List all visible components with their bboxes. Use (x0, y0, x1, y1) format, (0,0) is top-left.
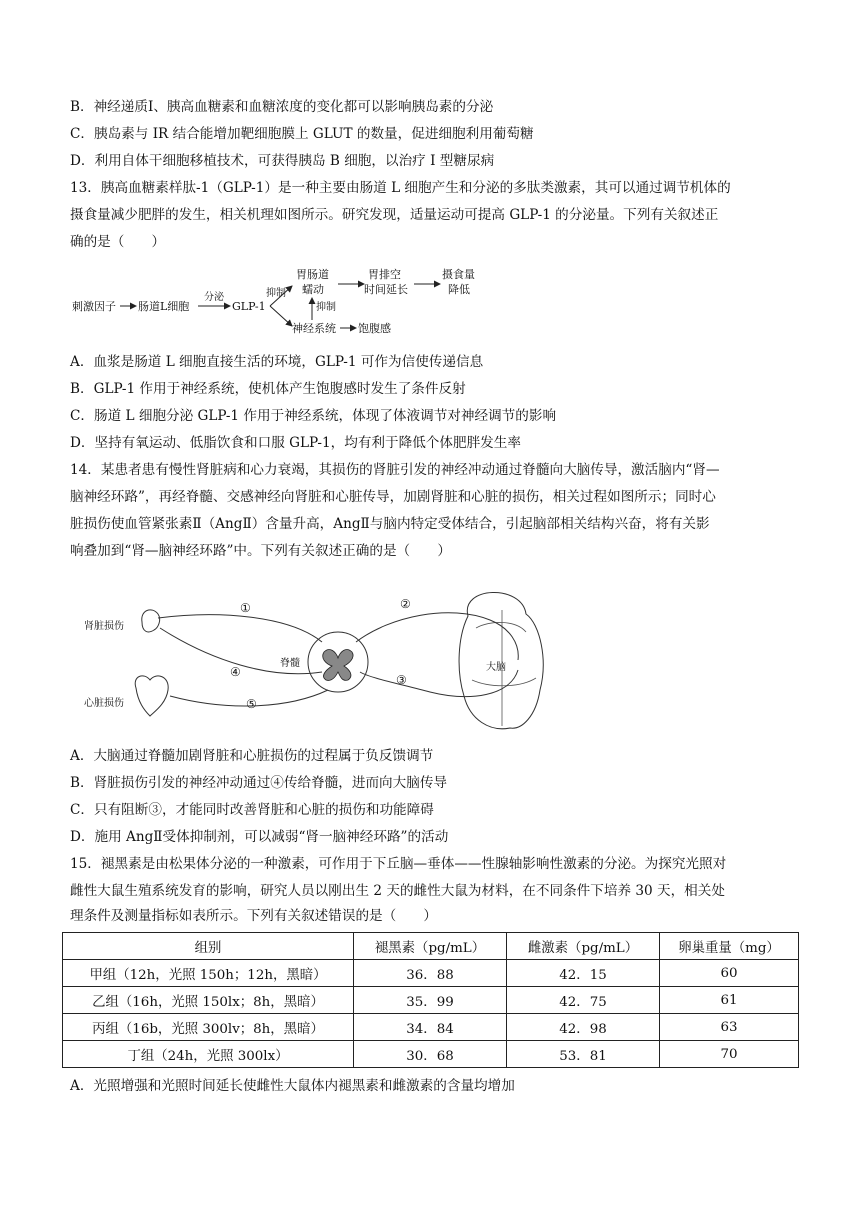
cell-group: 丁组（24h，光照 300lx） (63, 1041, 354, 1068)
label-spinal-cord: 脊髓 (280, 658, 300, 669)
node-nervous-system: 神经系统 (292, 322, 336, 335)
cell-ovary-weight: 70 (660, 1041, 799, 1068)
node-satiety: 饱腹感 (358, 322, 391, 335)
q13-stem-line1: 13．胰高血糖素样肽-1（GLP-1）是一种主要由肠道 L 细胞产生和分泌的多肽类激素，其可以通过调节机体的 (70, 180, 731, 196)
heart-shape (135, 676, 168, 716)
label-path-5: ⑤ (246, 697, 257, 711)
q13-stem-line2: 摄食量减少肥胖的发生，相关机理如图所示。研究发现，适量运动可提高 GLP-1 的分泌量。下列有关叙述正 (70, 207, 719, 223)
table-row (63, 960, 799, 987)
q13-option-c: C．肠道 L 细胞分泌 GLP-1 作用于神经系统，体现了体液调节对神经调节的影响 (70, 408, 557, 424)
q12-option-c: C．胰岛素与 IR 结合能增加靶细胞膜上 GLUT 的数量，促进细胞利用葡萄糖 (70, 126, 534, 142)
node-gastric-a: 胃排空 (368, 268, 401, 281)
q14-stem-line3: 脏损伤使血管紧张素Ⅱ（AngⅡ）含量升高，AngⅡ与脑内特定受体结合，引起脑部相关结构兴奋，将有关影 (70, 516, 710, 532)
label-path-4: ④ (230, 665, 241, 679)
q15-stem-line1: 15．褪黑素是由松果体分泌的一种激素，可作用于下丘脑—垂体——性腺轴影响性激素的分泌。为探究光照对 (70, 856, 727, 872)
table-row (63, 1014, 799, 1041)
cell-ovary-weight: 63 (660, 1014, 799, 1041)
q13-option-d: D．坚持有氧运动、低脂饮食和口服 GLP-1，均有利于降低个体肥胖发生率 (70, 435, 521, 451)
glp1-mechanism-diagram (70, 266, 430, 338)
glp1-diagram-intake (418, 266, 488, 300)
cell-estrogen: 42．15 (507, 960, 660, 987)
q12-option-d: D．利用自体干细胞移植技术，可获得胰岛 B 细胞，以治疗 I 型糖尿病 (70, 153, 495, 169)
header-ovary-weight: 卵巢重量（mg） (660, 933, 799, 960)
spinal-gray-matter (323, 650, 353, 681)
cell-ovary-weight: 61 (660, 987, 799, 1014)
label-path-3: ③ (396, 673, 407, 687)
node-gi-tract-b: 蠕动 (302, 283, 324, 296)
cell-estrogen: 53．81 (507, 1041, 660, 1068)
kidney-shape (142, 610, 160, 632)
label-brain: 大脑 (486, 662, 506, 673)
node-stimulus: 刺激因子 (72, 300, 116, 313)
light-experiment-table (62, 932, 799, 1068)
header-group: 组别 (63, 933, 354, 960)
cell-group: 丙组（16b，光照 300lv；8h，黑暗） (63, 1014, 354, 1041)
header-melatonin: 褪黑素（pg/mL） (354, 933, 507, 960)
q13-stem-line3: 确的是（ ） (70, 234, 166, 250)
label-kidney-injury: 肾脏损伤 (84, 621, 124, 632)
q14-option-b: B．肾脏损伤引发的神经冲动通过④传给脊髓，进而向大脑传导 (70, 775, 448, 791)
q13-option-a: A．血浆是肠道 L 细胞直接生活的环境，GLP-1 可作为信使传递信息 (70, 354, 484, 370)
cell-group: 甲组（12h，光照 150h；12h，黑暗） (63, 960, 354, 987)
label-path-1: ① (240, 601, 251, 615)
cell-melatonin: 30．68 (354, 1041, 507, 1068)
node-intake-b: 降低 (448, 283, 470, 296)
q14-option-d: D．施用 AngⅡ受体抑制剂，可以减弱“肾一脑神经环路”的活动 (70, 829, 449, 845)
label-path-2: ② (400, 597, 411, 611)
cell-melatonin: 34．84 (354, 1014, 507, 1041)
cell-estrogen: 42．98 (507, 1014, 660, 1041)
q15-option-a: A．光照增强和光照时间延长使雌性大鼠体内褪黑素和雌激素的含量均增加 (70, 1078, 515, 1094)
edge-inhibit-1: 抑制 (266, 288, 286, 299)
q12-option-b: B．神经递质Ⅰ、胰高血糖素和血糖浓度的变化都可以影响胰岛素的分泌 (70, 99, 494, 115)
node-glp1: GLP-1 (232, 300, 266, 313)
q14-stem-line2: 脑神经环路”，再经脊髓、交感神经向肾脏和心脏传导，加剧肾脏和心脏的损伤，相关过程如图所示；同时心 (70, 489, 716, 505)
table-header-row (63, 933, 799, 960)
label-heart-injury: 心脏损伤 (84, 698, 124, 709)
cell-melatonin: 36．88 (354, 960, 507, 987)
node-gastric-b: 时间延长 (364, 283, 408, 296)
table-row (63, 1041, 799, 1068)
cell-ovary-weight: 60 (660, 960, 799, 987)
cell-estrogen: 42．75 (507, 987, 660, 1014)
q14-option-c: C．只有阻断③，才能同时改善肾脏和心脏的损伤和功能障碍 (70, 802, 434, 818)
q14-option-a: A．大脑通过脊髓加剧肾脏和心脏损伤的过程属于负反馈调节 (70, 748, 434, 764)
q14-stem-line4: 响叠加到“肾—脑神经环路”中。下列有关叙述正确的是（ ） (70, 543, 451, 559)
q15-stem-line2: 雌性大鼠生殖系统发育的影响，研究人员以刚出生 2 天的雌性大鼠为材料，在不同条件下培养 30 天，相关处 (70, 883, 725, 899)
table-row (63, 987, 799, 1014)
cell-melatonin: 35．99 (354, 987, 507, 1014)
cell-group: 乙组（16h，光照 150lx；8h，黑暗） (63, 987, 354, 1014)
edge-inhibit-2: 抑制 (316, 302, 336, 313)
node-intake-a: 摄食量 (442, 268, 475, 281)
kidney-brain-circuit-diagram (70, 580, 630, 740)
q15-stem-line3: 理条件及测量指标如表所示。下列有关叙述错误的是（ ） (70, 908, 438, 924)
q14-stem-line1: 14．某患者患有慢性肾脏病和心力衰竭，其损伤的肾脏引发的神经冲动通过脊髓向大脑传导，激活脑内“肾— (70, 462, 720, 478)
brain-shape (459, 592, 543, 728)
edge-secrete: 分泌 (204, 292, 224, 303)
node-gi-tract-a: 胃肠道 (296, 268, 329, 281)
node-l-cell: 肠道L细胞 (138, 300, 190, 313)
header-estrogen: 雌激素（pg/mL） (507, 933, 660, 960)
q13-option-b: B．GLP-1 作用于神经系统，使机体产生饱腹感时发生了条件反射 (70, 381, 466, 397)
